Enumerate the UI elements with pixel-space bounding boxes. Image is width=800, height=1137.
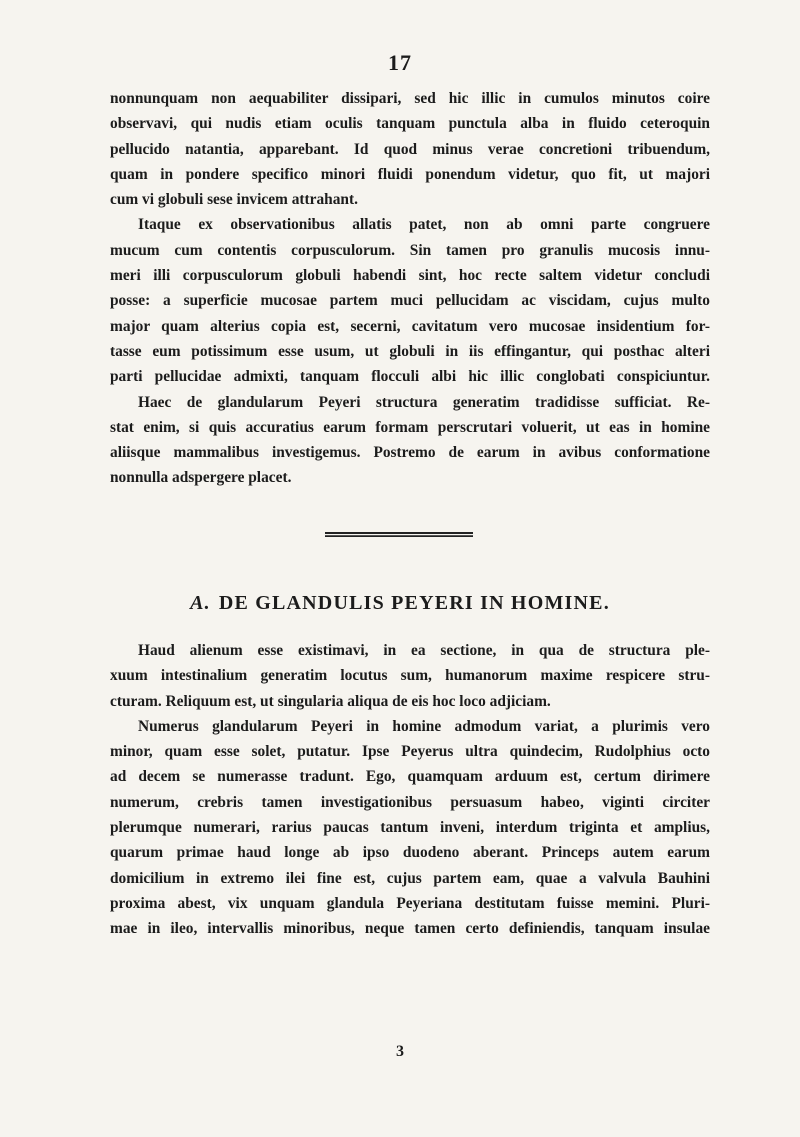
text-line: domicilium in extremo ilei fine est, cujus partem eam, quae a valvula Bauhini — [110, 869, 710, 887]
text-line: mae in ileo, intervallis minoribus, neque tamen certo definiendis, tanquam insulae — [110, 920, 710, 938]
body-text-bottom — [110, 638, 710, 942]
text-line: tasse eum potissimum esse usum, ut globuli in iis effingantur, qui posthac alteri — [110, 342, 710, 360]
section-divider — [325, 532, 473, 537]
text-line: meri illi corpusculorum globuli habendi sint, hoc recte saltem videtur concludi — [110, 267, 710, 285]
text-line: ad decem se numerasse tradunt. Ego, quamquam arduum est, certum dirimere — [110, 768, 710, 786]
text-line: stat enim, si quis accuratius earum formam perscrutari voluerit, ut eas in homine — [110, 418, 710, 436]
text-line: observavi, qui nudis etiam oculis tanquam punctula alba in fluido ceteroquin — [110, 115, 710, 133]
signature-mark: 3 — [396, 1043, 404, 1060]
section-title: DE GLANDULIS PEYERI IN HOMINE. — [218, 592, 610, 614]
text-line: cum vi globuli sese invicem attrahant. — [110, 191, 358, 209]
text-line: quarum primae haud longe ab ipso duodeno aberant. Princeps autem earum — [110, 844, 710, 862]
text-line: quam in pondere specifico minori fluidi ponendum videtur, quo fit, ut majori — [110, 165, 710, 183]
text-line: pellucido natantia, apparebant. Id quod minus verae concretioni tribuendum, — [110, 140, 710, 158]
text-line: proxima abest, vix unquam glandula Peyeriana destitutam fuisse memini. Pluri- — [110, 894, 710, 912]
text-line: minor, quam esse solet, putatur. Ipse Peyerus ultra quindecim, Rudolphius octo — [110, 743, 710, 761]
section-heading — [0, 592, 800, 615]
text-line: cturam. Reliquum est, ut singularia aliqua de eis hoc loco adjiciam. — [110, 692, 551, 710]
body-text-top — [110, 86, 710, 491]
text-line: nonnulla adspergere placet. — [110, 469, 292, 487]
text-line: plerumque numerari, rarius paucas tantum inveni, interdum triginta et amplius, — [110, 819, 710, 837]
text-line: mucum cum contentis corpusculorum. Sin tamen pro granulis mucosis innu- — [110, 241, 710, 259]
text-line: nonnunquam non aequabiliter dissipari, sed hic illic in cumulos minutos coire — [110, 90, 710, 107]
text-line: posse: a superficie mucosae partem muci pellucidam ac viscidam, cujus multo — [110, 292, 710, 310]
text-line: xuum intestinalium generatim locutus sum, humanorum maxime respicere stru- — [110, 667, 710, 685]
text-line: aliisque mammalibus investigemus. Postremo de earum in avibus conformatione — [110, 444, 710, 462]
text-line: Itaque ex observationibus allatis patet, non ab omni parte congruere — [138, 216, 710, 234]
text-line: Haud alienum esse existimavi, in ea sectione, in qua de structura ple- — [138, 642, 710, 659]
section-letter: A. — [190, 592, 211, 614]
page-number: 17 — [388, 50, 412, 75]
text-line: numerum, crebris tamen investigationibus persuasum habeo, viginti circiter — [110, 793, 710, 811]
text-line: parti pellucidae admixti, tanquam flocculi albi hic illic conglobati conspiciuntur. — [110, 368, 710, 386]
text-line: Numerus glandularum Peyeri in homine admodum variat, a plurimis vero — [138, 717, 710, 735]
text-line: major quam alterius copia est, secerni, cavitatum vero mucosae insidentium for- — [110, 317, 710, 335]
text-line: Haec de glandularum Peyeri structura generatim tradidisse sufficiat. Re- — [138, 393, 710, 411]
